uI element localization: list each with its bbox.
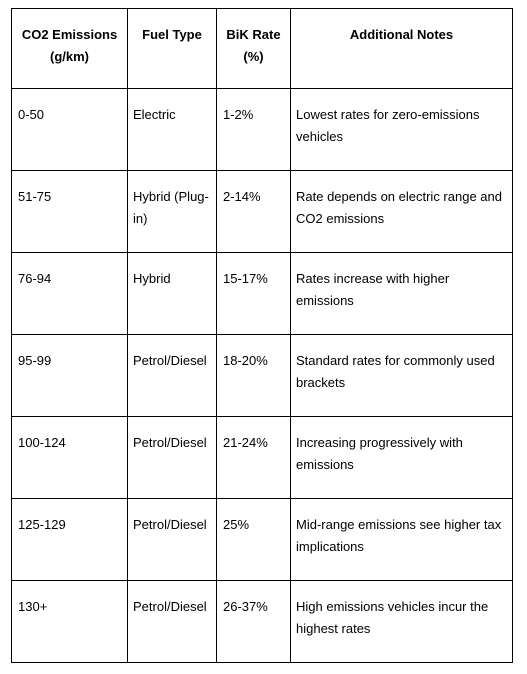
bik-rate-cell: 25% xyxy=(217,499,291,581)
table-body xyxy=(12,89,513,663)
co2-emissions-cell: 100-124 xyxy=(12,417,128,499)
table-row xyxy=(12,335,513,417)
header-row xyxy=(12,9,513,89)
header-additional-notes: Additional Notes xyxy=(291,9,513,89)
header-co2-emissions: CO2 Emissions (g/km) xyxy=(12,9,128,89)
co2-emissions-cell: 125-129 xyxy=(12,499,128,581)
bik-rate-cell: 21-24% xyxy=(217,417,291,499)
table-row xyxy=(12,171,513,253)
bik-rate-cell: 1-2% xyxy=(217,89,291,171)
additional-notes-cell: Rates increase with higher emissions xyxy=(291,253,513,335)
additional-notes-cell: High emissions vehicles incur the highest rates xyxy=(291,581,513,663)
table-header xyxy=(12,9,513,89)
header-bik-rate: BiK Rate (%) xyxy=(217,9,291,89)
additional-notes-cell: Lowest rates for zero-emissions vehicles xyxy=(291,89,513,171)
table-row xyxy=(12,89,513,171)
co2-emissions-cell: 95-99 xyxy=(12,335,128,417)
additional-notes-cell: Standard rates for commonly used brackets xyxy=(291,335,513,417)
co2-emissions-cell: 51-75 xyxy=(12,171,128,253)
fuel-type-cell: Hybrid (Plug-in) xyxy=(128,171,217,253)
bik-rate-cell: 26-37% xyxy=(217,581,291,663)
fuel-type-cell: Petrol/Diesel xyxy=(128,335,217,417)
table-row xyxy=(12,417,513,499)
fuel-type-cell: Hybrid xyxy=(128,253,217,335)
fuel-type-cell: Petrol/Diesel xyxy=(128,417,217,499)
co2-emissions-cell: 130+ xyxy=(12,581,128,663)
additional-notes-cell: Rate depends on electric range and CO2 emissions xyxy=(291,171,513,253)
additional-notes-cell: Increasing progressively with emissions xyxy=(291,417,513,499)
bik-rate-cell: 2-14% xyxy=(217,171,291,253)
table-row xyxy=(12,253,513,335)
additional-notes-cell: Mid-range emissions see higher tax implications xyxy=(291,499,513,581)
co2-emissions-cell: 76-94 xyxy=(12,253,128,335)
fuel-type-cell: Petrol/Diesel xyxy=(128,499,217,581)
table-row xyxy=(12,581,513,663)
co2-emissions-cell: 0-50 xyxy=(12,89,128,171)
fuel-type-cell: Petrol/Diesel xyxy=(128,581,217,663)
bik-rate-cell: 15-17% xyxy=(217,253,291,335)
table-row xyxy=(12,499,513,581)
header-fuel-type: Fuel Type xyxy=(128,9,217,89)
bik-rate-table xyxy=(11,8,513,663)
bik-rate-cell: 18-20% xyxy=(217,335,291,417)
fuel-type-cell: Electric xyxy=(128,89,217,171)
